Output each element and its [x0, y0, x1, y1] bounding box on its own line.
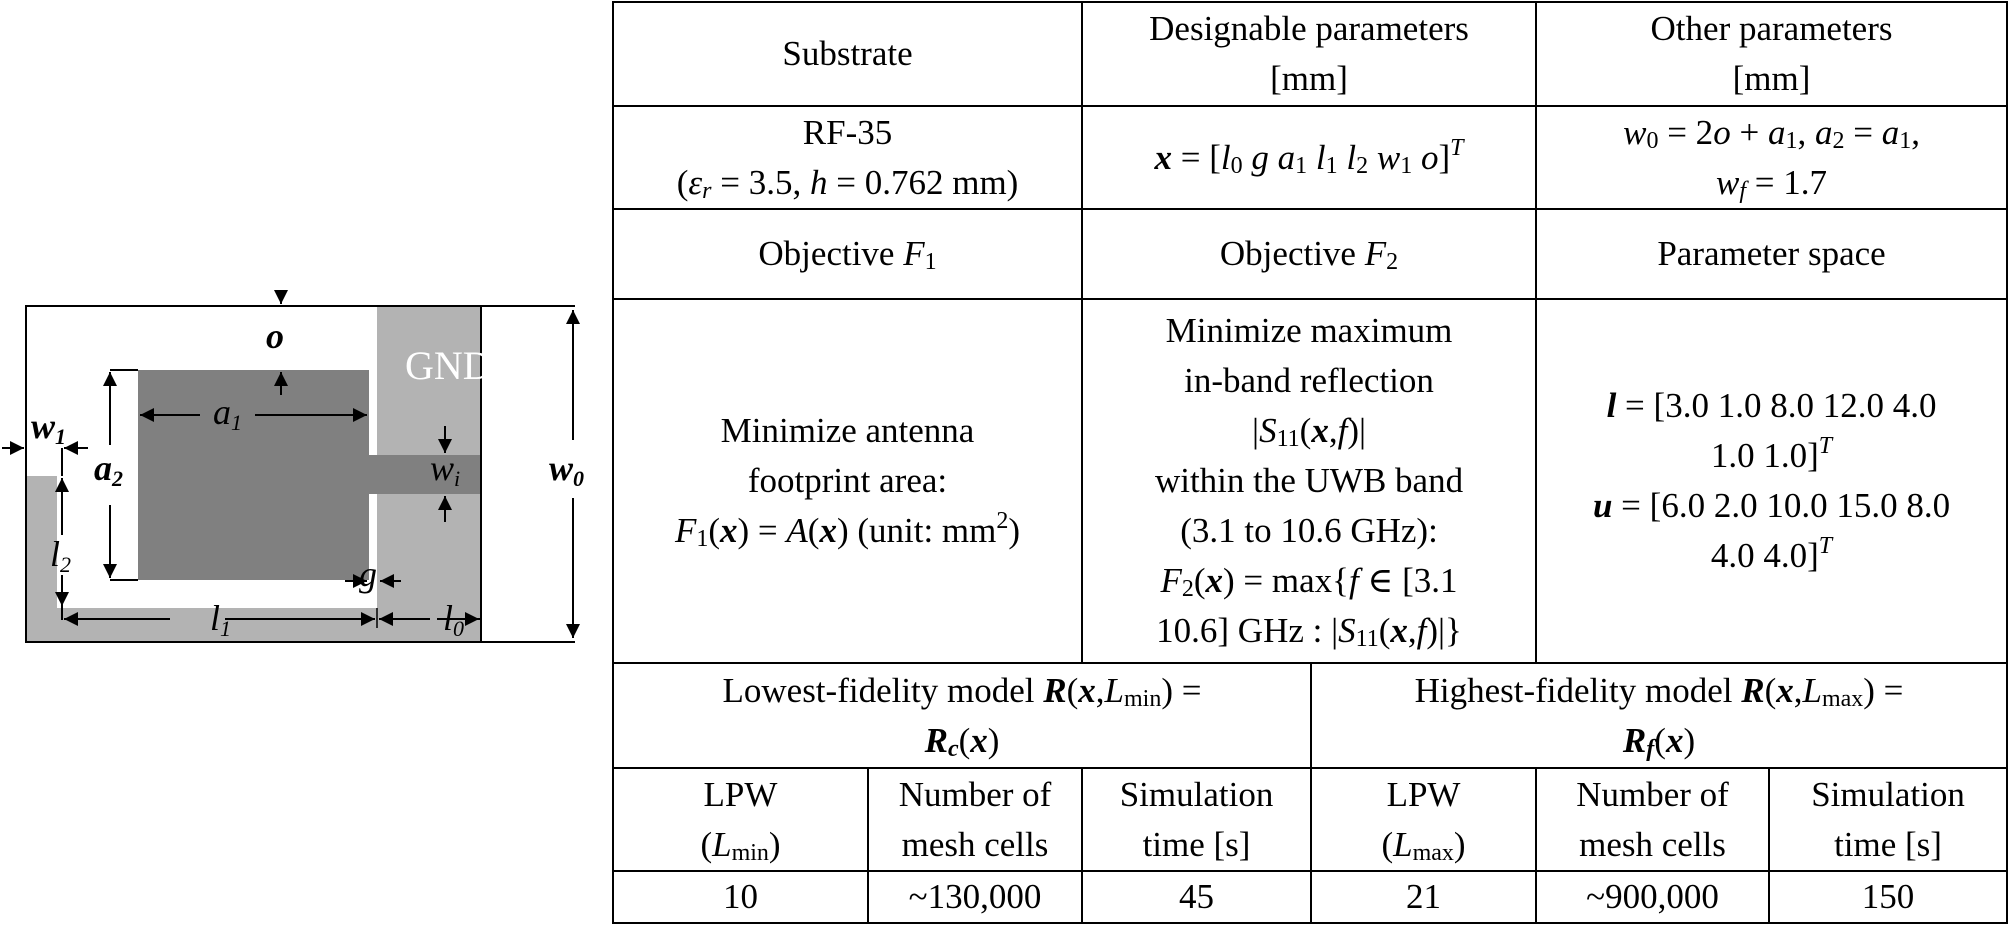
substrate-cell: RF-35 ($\varepsilon_r = 3.5$, h = 0.762 mm) [613, 106, 1082, 209]
parameters-table [612, 1, 2008, 924]
low-mesh-header: Number of mesh cells [868, 768, 1082, 871]
objective-f2-header: Objective $F_2$ [1082, 209, 1536, 299]
objective-f1-header: Objective $F_1$ [613, 209, 1082, 299]
table-row-model-headers [613, 768, 2007, 871]
high-mesh-value: ~900,000 [1536, 871, 1769, 923]
low-lpw-value: 10 [613, 871, 868, 923]
high-mesh-header: Number of mesh cells [1536, 768, 1769, 871]
w1-label: $w_1$ [31, 406, 67, 449]
g-label: g [359, 554, 377, 594]
lowest-fidelity-model-title: Lowest-fidelity model $R(x,L_{min})$ = $R_c(x)$ [613, 663, 1311, 768]
low-lpw-header: LPW $(L_{min})$ [613, 768, 868, 871]
w0-label: $w_0$ [549, 448, 585, 491]
high-lpw-value: 21 [1311, 871, 1536, 923]
antenna-layout-drawing [0, 290, 600, 650]
gnd-label: GND [405, 343, 492, 388]
table-row-objective-definitions [613, 299, 2007, 663]
table-header-row [613, 2, 2007, 106]
other-parameters-cell: $w_0 = 2o + a_1$, $a_2 = a_1$, $w_f = 1.7$ [1536, 106, 2007, 209]
high-time-value: 150 [1769, 871, 2007, 923]
table-row-objective-headers [613, 209, 2007, 299]
o-label: o [266, 316, 284, 356]
table-row-values [613, 106, 2007, 209]
header-substrate: Substrate [613, 2, 1082, 106]
header-other-parameters: Other parameters [mm] [1536, 2, 2007, 106]
objective-f1-definition: Minimize antenna footprint area: $F_1(x) = A(x)$ (unit: $mm^2$) [613, 299, 1082, 663]
high-time-header: Simulation time [s] [1769, 768, 2007, 871]
parameter-space-definition: l = [3.0 1.0 8.0 12.0 4.0 1.0 1.0]$^T$ u = [6.0 2.0 10.0 15.0 8.0 4.0 4.0]$^T$ [1536, 299, 2007, 663]
header-designable-parameters: Designable parameters [mm] [1082, 2, 1536, 106]
objective-f2-definition: Minimize maximum in-band reflection $|S_{11}(x,f)|$ within the UWB band (3.1 to 10.6 GHz): $F_2(x) = \max\{f$ ∈ [3.1 10.6] GHz : $|S_{11}(x,f)|$} [1082, 299, 1536, 663]
l2-label: $l_2$ [50, 534, 72, 577]
high-lpw-header: LPW $(L_{max})$ [1311, 768, 1536, 871]
design-vector-cell: $x = [l_0$ g $a_1$ $l_1$ $l_2$ $w_1$ o]$^T$ [1082, 106, 1536, 209]
low-time-value: 45 [1082, 871, 1311, 923]
parameter-space-header: Parameter space [1536, 209, 2007, 299]
highest-fidelity-model-title: Highest-fidelity model $R(x,L_{max})$ = $R_f(x)$ [1311, 663, 2007, 768]
a1-label: $a_1$ [213, 392, 242, 435]
low-time-header: Simulation time [s] [1082, 768, 1311, 871]
l0-label: $l_0$ [443, 598, 465, 641]
low-mesh-value: ~130,000 [868, 871, 1082, 923]
a2-label: $a_2$ [94, 448, 123, 491]
wi-label: $w_i$ [430, 448, 461, 491]
table-row-model-titles [613, 663, 2007, 768]
l1-label: $l_1$ [210, 598, 232, 641]
table-row-model-values [613, 871, 2007, 923]
antenna-geometry-figure [0, 290, 600, 650]
